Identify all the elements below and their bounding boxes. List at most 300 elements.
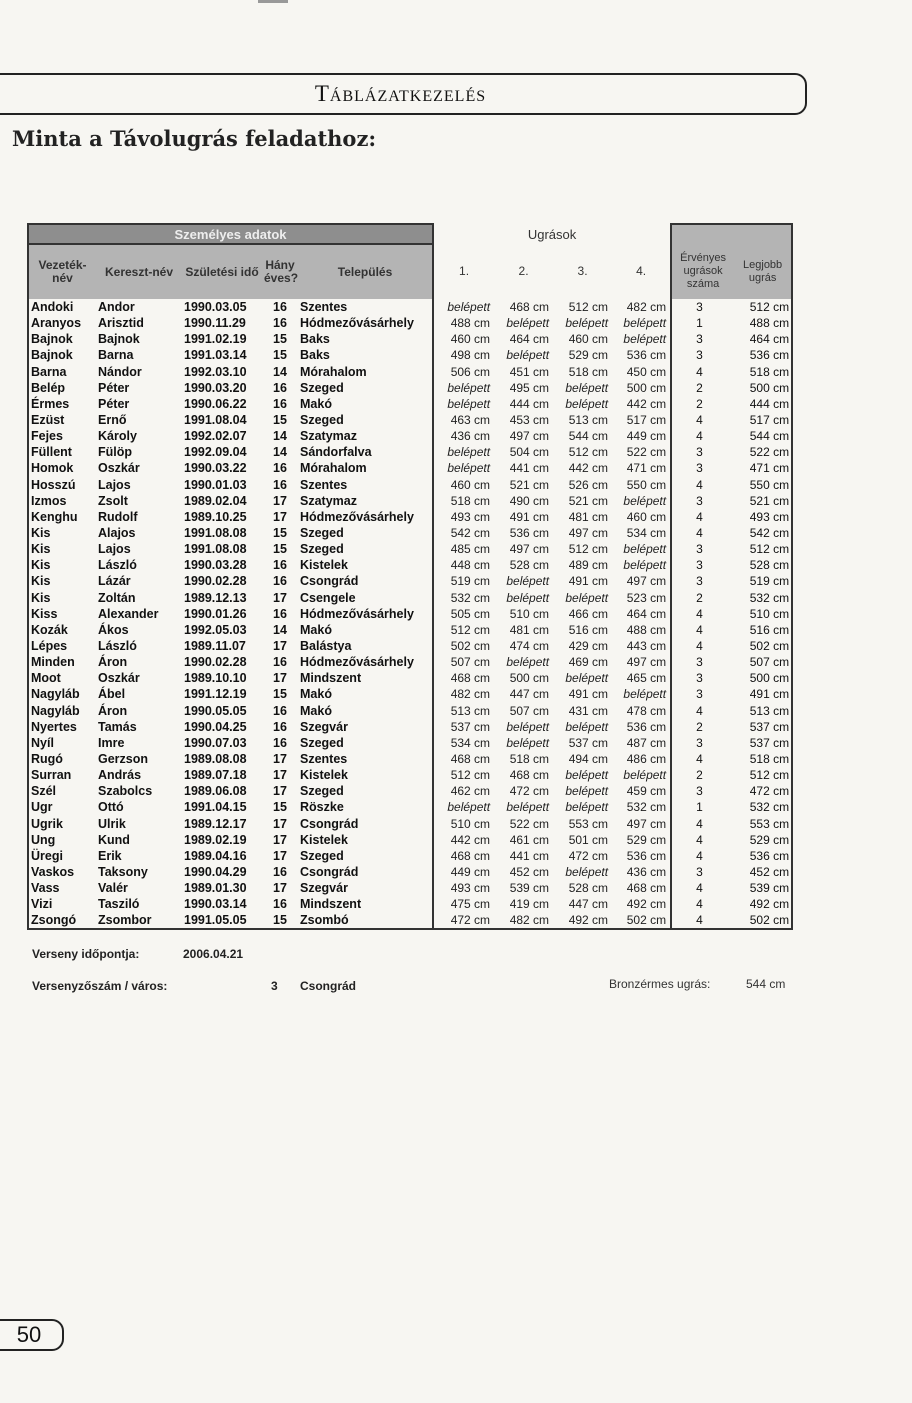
table-cell: 1989.04.16 [184, 848, 247, 863]
table-cell: Baks [298, 347, 433, 363]
table-row [28, 751, 792, 767]
table-cell: 444 cm [509, 396, 550, 411]
table-cell: Szeged [298, 735, 433, 751]
table-cell: Vass [28, 880, 96, 896]
table-cell: Rugó [28, 751, 96, 767]
footer-bronze-label: Bronzérmes ugrás: [609, 977, 711, 991]
table-cell: Bajnok [28, 347, 96, 363]
table-row [28, 848, 792, 864]
table-cell: 4 [671, 509, 734, 525]
table-row [28, 541, 792, 557]
table-cell: 497 cm [612, 816, 671, 832]
table-cell: 15 [273, 332, 287, 347]
table-cell: 493 cm [734, 509, 792, 525]
table-cell: 16 [273, 300, 287, 315]
table-cell: 17 [273, 784, 287, 799]
table-cell: Arisztid [98, 316, 144, 331]
table-cell: 517 cm [612, 412, 671, 428]
table-cell: Belép [28, 380, 96, 396]
table-cell: 15 [273, 687, 287, 702]
table-cell: belépett [565, 316, 609, 331]
table-cell: 15 [273, 413, 287, 428]
table-cell: belépett [506, 574, 550, 589]
table-cell: Csongrád [298, 573, 433, 589]
table-cell: Szentes [298, 751, 433, 767]
table-cell: 1990.11.29 [184, 316, 246, 331]
table-cell: 500 cm [612, 380, 671, 396]
table-cell: 17 [273, 493, 287, 508]
table-cell: 17 [273, 590, 287, 605]
table-cell: 497 cm [509, 542, 550, 557]
table-cell: Oszkár [98, 461, 140, 476]
table-cell: Alexander [98, 606, 159, 621]
table-cell: 528 cm [734, 557, 792, 573]
table-cell: 1991.04.15 [184, 800, 247, 815]
table-row [28, 896, 792, 912]
table-cell: Szeged [298, 541, 433, 557]
table-row [28, 816, 792, 832]
table-cell: Kistelek [298, 832, 433, 848]
table-cell: belépett [506, 655, 550, 670]
table-cell: 1992.03.10 [184, 364, 247, 379]
table-cell: Erik [98, 848, 122, 863]
table-cell: 4 [671, 880, 734, 896]
table-cell: Surran [28, 767, 96, 783]
table-cell: 1989.08.08 [184, 752, 247, 766]
table-cell: 1 [671, 799, 734, 815]
table-cell: 491 cm [568, 574, 609, 589]
table-cell: belépett [565, 768, 609, 783]
table-cell: Oszkár [98, 671, 140, 686]
table-cell: 512 cm [734, 541, 792, 557]
table-cell: 451 cm [509, 364, 550, 379]
table-cell: 534 cm [450, 735, 491, 750]
table-cell: 553 cm [734, 816, 792, 832]
table-cell: 4 [671, 638, 734, 654]
table-row [28, 832, 792, 848]
table-cell: 544 cm [734, 428, 792, 444]
table-cell: 482 cm [450, 687, 491, 702]
table-cell: 1989.06.08 [184, 784, 247, 799]
table-cell: Bajnok [28, 331, 96, 347]
table-cell: 500 cm [509, 671, 550, 686]
table-row [28, 670, 792, 686]
table-cell: 2 [671, 380, 734, 396]
table-cell: 1992.05.03 [184, 622, 247, 637]
table-row [28, 719, 792, 735]
table-cell: 529 cm [734, 832, 792, 848]
table-cell: 431 cm [568, 703, 609, 718]
col-firstname: Kereszt-név [96, 244, 182, 299]
table-cell: 512 cm [450, 768, 491, 783]
table-cell: Valér [98, 881, 128, 896]
col-jump-1: 1. [459, 264, 470, 278]
table-cell: belépett [506, 590, 550, 605]
table-row [28, 347, 792, 363]
table-cell: Moot [28, 670, 96, 686]
table-cell: 510 cm [450, 816, 491, 831]
table-cell: Hódmezővásárhely [298, 654, 433, 670]
table-cell: 17 [273, 671, 287, 686]
table-cell: 459 cm [612, 783, 671, 799]
table-cell: 521 cm [568, 493, 609, 508]
table-cell: 513 cm [568, 413, 609, 428]
table-cell: belépett [447, 380, 491, 395]
table-cell: belépett [506, 719, 550, 734]
table-cell: 512 cm [734, 299, 792, 315]
table-cell: 1989.02.19 [184, 832, 247, 847]
table-cell: 522 cm [612, 444, 671, 460]
table-cell: Mindszent [298, 896, 433, 912]
table-cell: 452 cm [734, 864, 792, 880]
table-cell: László [98, 639, 137, 654]
table-cell: 512 cm [568, 445, 609, 460]
table-cell: Vizi [28, 896, 96, 912]
table-cell: Szeged [298, 412, 433, 428]
table-cell: 550 cm [612, 477, 671, 493]
table-cell: 16 [273, 461, 287, 476]
table-cell: Röszke [298, 799, 433, 815]
table-cell: Kenghu [28, 509, 96, 525]
table-cell: 487 cm [612, 735, 671, 751]
table-cell: Nándor [98, 364, 142, 379]
table-cell: 1989.01.30 [184, 881, 247, 896]
table-cell: 507 cm [450, 655, 491, 670]
table-row [28, 638, 792, 654]
table-row [28, 912, 792, 929]
table-row [28, 509, 792, 525]
table-cell: 536 cm [612, 719, 671, 735]
table-cell: 3 [671, 735, 734, 751]
footer-bronze-value: 544 cm [746, 977, 786, 991]
table-cell: Áron [98, 655, 128, 670]
table-cell: 474 cm [509, 639, 550, 654]
chapter-title: Táblázatkezelés [314, 81, 487, 106]
table-cell: 460 cm [568, 332, 609, 347]
table-cell: Szeged [298, 848, 433, 864]
table-cell: Kistelek [298, 767, 433, 783]
table-cell: 4 [671, 606, 734, 622]
table-cell: Gerzson [98, 752, 149, 766]
table-cell: belépett [565, 396, 609, 411]
table-cell: 492 cm [553, 912, 612, 929]
col-valid-count: Érvényes ugrások száma [671, 244, 734, 299]
table-cell: 4 [671, 848, 734, 864]
table-cell: 17 [273, 768, 287, 783]
table-cell: 1989.12.17 [184, 816, 247, 831]
table-cell: 528 cm [568, 881, 609, 896]
table-cell: 516 cm [734, 622, 792, 638]
table-cell: 488 cm [612, 622, 671, 638]
table-cell: belépett [506, 348, 550, 363]
table-row [28, 735, 792, 751]
table-cell: Szegvár [298, 719, 433, 735]
table-cell: Rudolf [98, 509, 138, 524]
table-cell: 1989.10.25 [184, 509, 247, 524]
table-cell: 491 cm [568, 687, 609, 702]
table-cell: 460 cm [450, 332, 491, 347]
table-cell: Makó [298, 396, 433, 412]
table-cell: 16 [273, 703, 287, 718]
table-cell: 16 [273, 719, 287, 734]
table-cell: 444 cm [734, 396, 792, 412]
table-cell: 507 cm [509, 703, 550, 718]
table-cell: 442 cm [568, 461, 609, 476]
table-cell: belépett [612, 767, 671, 783]
scan-mark [258, 0, 288, 3]
table-cell: 518 cm [509, 752, 550, 766]
table-cell: Szeged [298, 783, 433, 799]
footer-date-label: Verseny időpontja: [32, 947, 140, 961]
table-cell: 512 cm [568, 542, 609, 557]
table-cell: 1990.02.28 [184, 574, 247, 589]
table-cell: Ernő [98, 413, 127, 428]
table-row [28, 460, 792, 476]
table-cell: 486 cm [612, 751, 671, 767]
table-cell: 1989.02.04 [184, 493, 247, 508]
table-cell: 468 cm [450, 671, 491, 686]
table-cell: 1991.02.19 [184, 332, 247, 347]
table-cell: Aranyos [28, 315, 96, 331]
table-row [28, 477, 792, 493]
table-cell: 542 cm [450, 526, 491, 541]
table-cell: 14 [273, 622, 287, 637]
table-row [28, 783, 792, 799]
table-cell: 4 [671, 751, 734, 767]
table-cell: 536 cm [509, 526, 550, 541]
table-cell: 4 [671, 703, 734, 719]
table-cell: 3 [671, 347, 734, 363]
table-cell: Hódmezővásárhely [298, 315, 433, 331]
table-cell: 4 [671, 912, 734, 929]
table-cell: 485 cm [450, 542, 491, 557]
table-cell: 441 cm [509, 848, 550, 863]
table-cell: 1991.08.08 [184, 542, 247, 557]
table-cell: 512 cm [734, 767, 792, 783]
table-cell: 502 cm [450, 639, 491, 654]
table-row [28, 573, 792, 589]
table-cell: 1990.07.03 [184, 735, 247, 750]
table-cell: 513 cm [734, 703, 792, 719]
table-cell: 4 [671, 428, 734, 444]
table-cell: 3 [671, 670, 734, 686]
col-jump-4: 4. [636, 264, 647, 278]
table-row [28, 654, 792, 670]
table-cell: 528 cm [509, 558, 550, 573]
table-cell: 506 cm [450, 364, 491, 379]
table-cell: belépett [612, 331, 671, 347]
table-cell: 523 cm [612, 590, 671, 606]
table-cell: 493 cm [450, 509, 491, 524]
table-cell: Fejes [28, 428, 96, 444]
table-cell: 537 cm [450, 719, 491, 734]
table-cell: 504 cm [509, 445, 550, 460]
table-cell: 462 cm [450, 784, 491, 799]
table-cell: Ugrik [28, 816, 96, 832]
table-cell: 501 cm [568, 832, 609, 847]
table-cell: Füllent [28, 444, 96, 460]
table-cell: 419 cm [509, 897, 550, 912]
table-cell: Zsongó [28, 912, 96, 929]
table-cell: 14 [273, 429, 287, 444]
table-cell: 519 cm [450, 574, 491, 589]
table-cell: belépett [447, 800, 491, 815]
table-cell: Csongrád [298, 864, 433, 880]
table-cell: 17 [273, 832, 287, 847]
table-cell: 2 [671, 590, 734, 606]
table-row [28, 299, 792, 315]
table-cell: 494 cm [568, 752, 609, 766]
table-cell: 550 cm [734, 477, 792, 493]
table-cell: 529 cm [568, 348, 609, 363]
table-cell: 16 [273, 477, 287, 492]
table-cell: 16 [273, 606, 287, 621]
table-cell: 3 [671, 493, 734, 509]
table-cell: 3 [671, 654, 734, 670]
table-cell: 468 cm [612, 880, 671, 896]
table-cell: 472 cm [433, 912, 494, 929]
table-cell: 3 [671, 541, 734, 557]
table-cell: Lajos [98, 542, 131, 557]
table-cell: 2 [671, 719, 734, 735]
table-cell: Zsombor [96, 912, 182, 929]
table-cell: 482 cm [612, 299, 671, 315]
table-cell: Lajos [98, 477, 131, 492]
table-cell: 17 [273, 752, 287, 766]
table-cell: 491 cm [734, 686, 792, 702]
table-cell: 450 cm [612, 364, 671, 380]
table-cell: 468 cm [509, 300, 550, 315]
table-cell: belépett [447, 445, 491, 460]
table-cell: Makó [298, 703, 433, 719]
table-cell: Baks [298, 331, 433, 347]
group-right-spacer [671, 224, 792, 244]
table-cell: 464 cm [612, 606, 671, 622]
table-cell: 468 cm [450, 848, 491, 863]
table-cell: 15 [273, 542, 287, 557]
table-cell: 510 cm [734, 606, 792, 622]
table-cell: 14 [273, 364, 287, 379]
table-cell: 4 [671, 525, 734, 541]
table-cell: 3 [671, 299, 734, 315]
table-cell: belépett [612, 541, 671, 557]
table-cell: 498 cm [450, 348, 491, 363]
table-cell: 17 [273, 881, 287, 896]
table-cell: Tamás [98, 719, 137, 734]
table-cell: 1991.08.08 [184, 526, 247, 541]
table-cell: 16 [273, 558, 287, 573]
table-cell: Ábel [98, 687, 126, 702]
table-cell: Ezüst [28, 412, 96, 428]
table-cell: 468 cm [450, 752, 491, 766]
table-cell: Kistelek [298, 557, 433, 573]
table-cell: Zsombó [298, 912, 433, 929]
table-cell: 491 cm [509, 509, 550, 524]
table-cell: 1992.09.04 [184, 445, 247, 460]
table-cell: Nagyláb [28, 686, 96, 702]
table-cell: 471 cm [734, 460, 792, 476]
table-row [28, 380, 792, 396]
table-cell: Kis [28, 557, 96, 573]
table-row [28, 412, 792, 428]
table-cell: 4 [671, 412, 734, 428]
table-cell: 466 cm [568, 606, 609, 621]
table-cell: belépett [565, 864, 609, 879]
table-row [28, 364, 792, 380]
table-cell: 464 cm [509, 332, 550, 347]
table-cell: 465 cm [612, 670, 671, 686]
table-row [28, 525, 792, 541]
col-birth: Születési idő [182, 244, 262, 299]
table-cell: 3 [671, 686, 734, 702]
table-cell: belépett [612, 557, 671, 573]
table-cell: 16 [273, 396, 287, 411]
table-cell: 442 cm [450, 832, 491, 847]
table-cell: 1989.10.10 [184, 671, 247, 686]
table-cell: Ottó [98, 800, 124, 815]
table-cell: 1990.02.28 [184, 655, 247, 670]
table-row [28, 590, 792, 606]
table-cell: Csongrád [298, 816, 433, 832]
table-cell: 4 [671, 816, 734, 832]
table-row [28, 864, 792, 880]
table-cell: 16 [273, 897, 287, 912]
table-cell: belépett [565, 784, 609, 799]
table-cell: Mindszent [298, 670, 433, 686]
table-cell: 521 cm [509, 477, 550, 492]
table-cell: Izmos [28, 493, 96, 509]
table-cell: 464 cm [734, 331, 792, 347]
table-cell: 1990.03.28 [184, 558, 247, 573]
page-number: 50 [0, 1319, 64, 1351]
table-cell: belépett [612, 493, 671, 509]
table-cell: Vaskos [28, 864, 96, 880]
table-cell: 481 cm [509, 622, 550, 637]
table-cell: 15 [273, 348, 287, 363]
table-cell: 472 cm [568, 848, 609, 863]
table-cell: 512 cm [568, 300, 609, 315]
table-cell: 442 cm [612, 396, 671, 412]
table-cell: Csengele [298, 590, 433, 606]
table-cell: Károly [98, 429, 137, 444]
table-cell: 17 [273, 816, 287, 831]
table-cell: 1990.04.29 [184, 864, 247, 879]
table-cell: 522 cm [509, 816, 550, 831]
table-cell: 539 cm [734, 880, 792, 896]
group-header-row [28, 224, 792, 244]
table-cell: Bajnok [98, 332, 140, 347]
table-cell: belépett [565, 671, 609, 686]
table-cell: Hódmezővásárhely [298, 509, 433, 525]
table-cell: 16 [273, 380, 287, 395]
table-cell: 537 cm [568, 735, 609, 750]
table-cell: Szatymaz [298, 493, 433, 509]
col-best-jump: Legjobb ugrás [734, 244, 792, 299]
table-cell: Áron [98, 703, 128, 718]
table-cell: 512 cm [450, 622, 491, 637]
table-cell: 536 cm [734, 848, 792, 864]
table-cell: Szentes [298, 299, 433, 315]
table-row [28, 331, 792, 347]
table-cell: Szatymaz [298, 428, 433, 444]
table-cell: 15 [273, 526, 287, 541]
table-cell: 17 [273, 509, 287, 524]
table-cell: 536 cm [612, 347, 671, 363]
table-cell: Szentes [298, 477, 433, 493]
table-cell: 443 cm [612, 638, 671, 654]
table-cell: 4 [671, 477, 734, 493]
footer-city-label: Versenyzőszám / város: [32, 979, 168, 993]
